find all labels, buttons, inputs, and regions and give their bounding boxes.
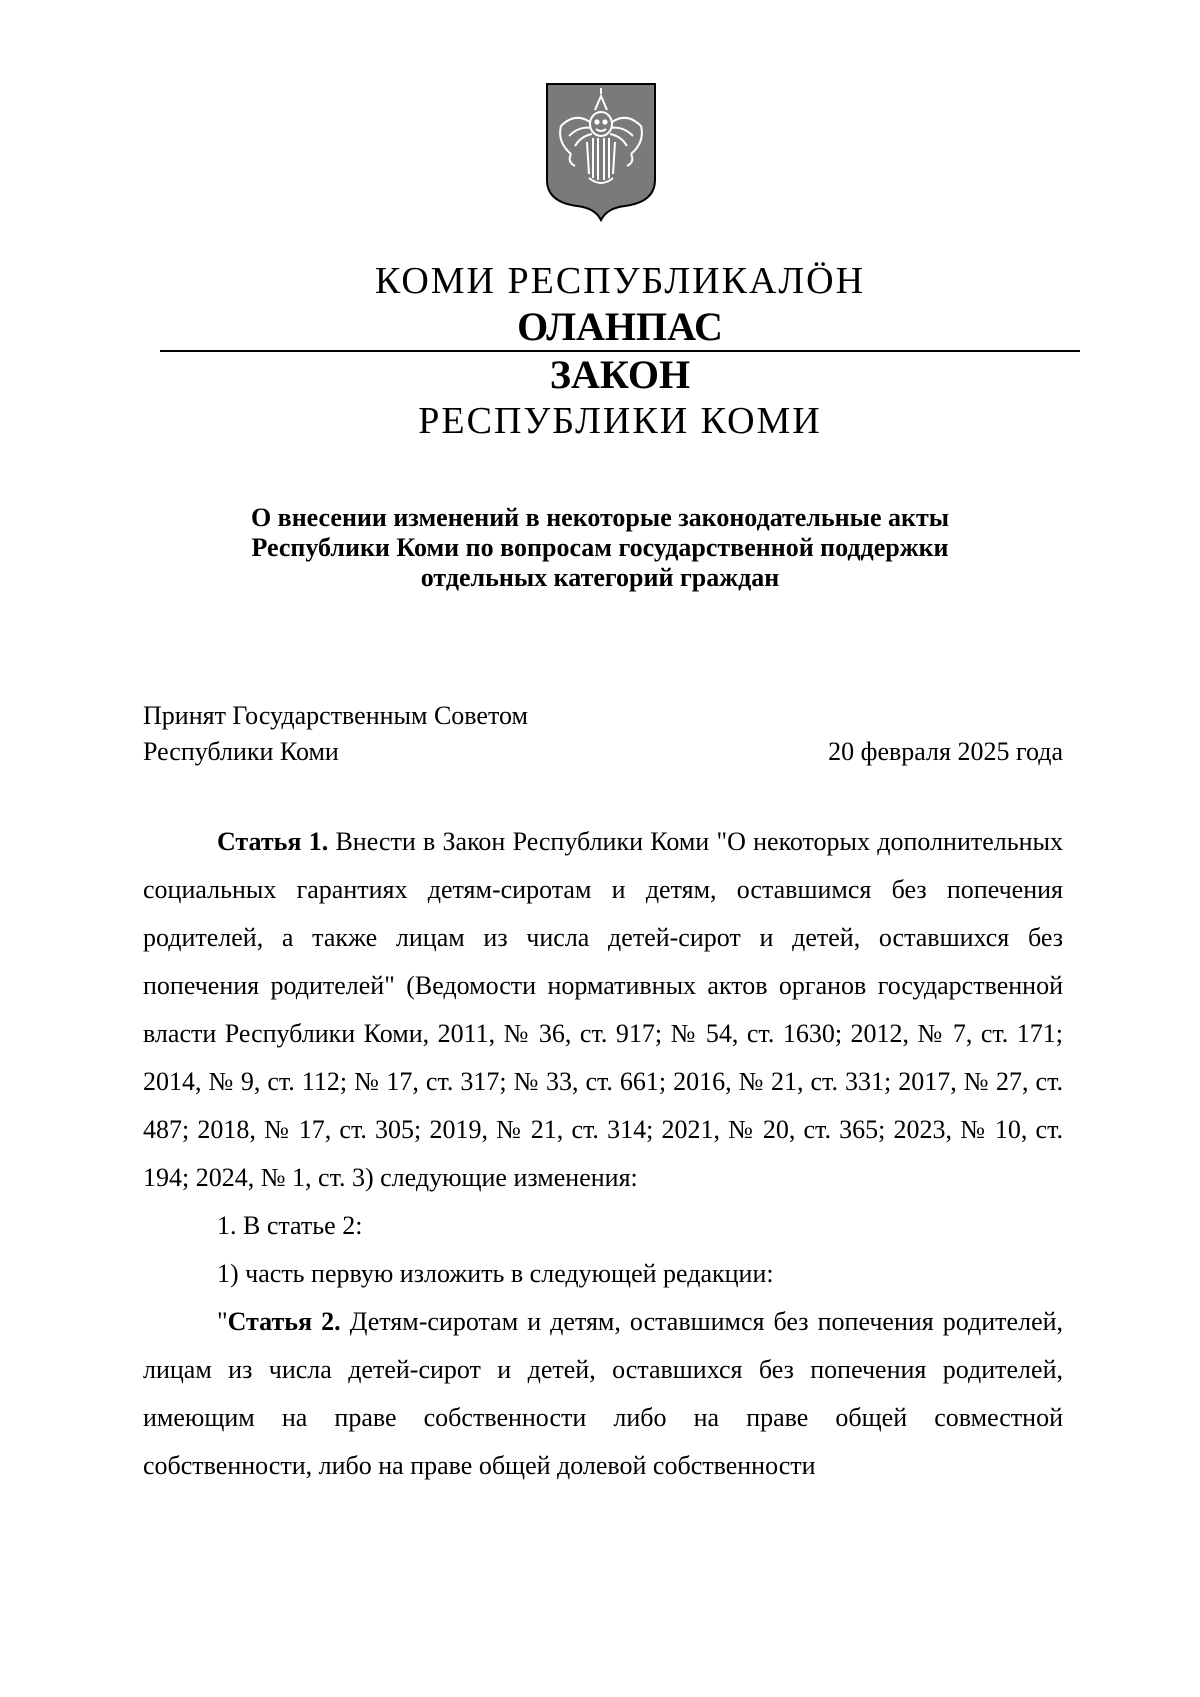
header-komi-language: КОМИ РЕСПУБЛИКАЛӦН xyxy=(374,260,866,302)
article-1-text: Внести в Закон Республики Коми "О некоторых дополнительных социальных гарантиях детям-сиротам и детям, оставшимся без попечения родителей, а также лицам из числа детей-сирот и детей, оставшихся без попечения родителей" (Ведомости нормативных актов органов государственной власти Республики Коми, 2011, № 36, ст. 917; № 54, ст. 1630; 2012, № 7, ст. 171; 2014, № 9, ст. 112; № 17, ст. 317; № 33, ст. 661; 2016, № 21, ст. 331; 2017, № 27, ст. 487; 2018, № 17, ст. 305; 2019, № 21, ст. 314; 2021, № 20, ст. 365; 2023, № 10, ст. 194; 2024, № 1, ст. 3) следующие изменения: xyxy=(143,827,1064,1192)
header-zakon: ЗАКОН xyxy=(549,352,691,397)
header-republic: РЕСПУБЛИКИ КОМИ xyxy=(418,400,822,442)
law-title-line: Республики Коми по вопросам государственной поддержки xyxy=(251,533,949,562)
adoption-date: 20 февраля 2025 года xyxy=(828,737,1063,766)
document-body xyxy=(143,818,1063,1490)
article-2-text: Детям-сиротам и детям, оставшимся без попечения родителей, лицам из числа детей-сирот и детей, оставшихся без попечения родителей, имеющим на праве собственности либо на праве общей совместной собственности, либо на праве общей долевой собственности xyxy=(143,1307,1064,1480)
article-2-paragraph xyxy=(143,1298,1063,1490)
article-1-paragraph xyxy=(143,818,1063,1202)
komi-coat-of-arms-icon xyxy=(545,82,657,222)
quote-mark: " xyxy=(217,1307,228,1336)
law-title-line: отдельных категорий граждан xyxy=(420,563,780,592)
law-title xyxy=(170,503,1030,593)
article-1-heading: Статья 1. xyxy=(217,827,329,856)
law-title-line: О внесении изменений в некоторые законодательные акты xyxy=(250,503,950,532)
article-1-item-1: 1. В статье 2: xyxy=(217,1211,363,1240)
header-olanpas: ОЛАНПАС xyxy=(517,304,723,349)
adoption-block xyxy=(143,698,1063,770)
article-2-heading: Статья 2. xyxy=(227,1307,341,1336)
adoption-authority-cont: Республики Коми xyxy=(143,737,339,766)
adoption-authority: Принят Государственным Советом xyxy=(143,701,528,730)
article-1-subitem-1: 1) часть первую изложить в следующей редакции: xyxy=(217,1259,774,1288)
